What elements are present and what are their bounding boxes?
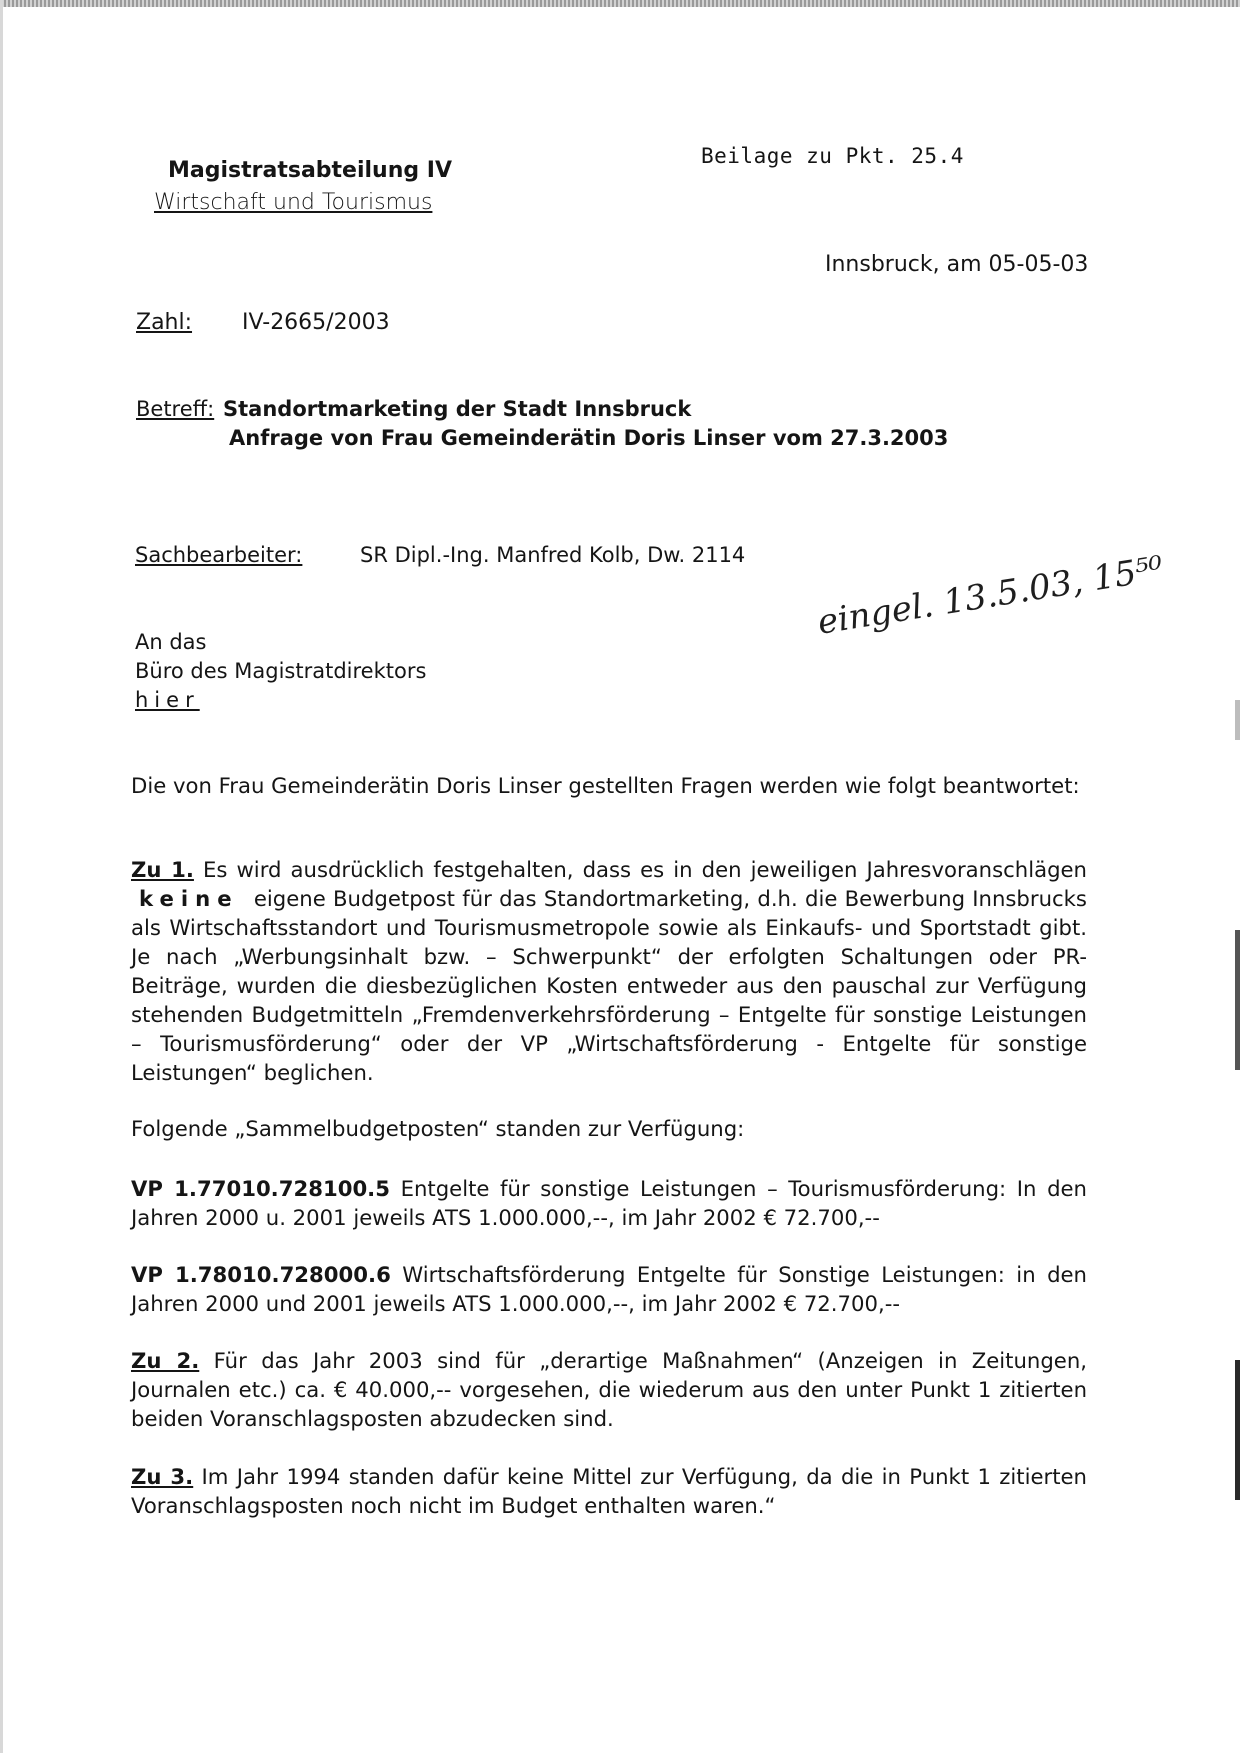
scan-border-top [0, 0, 1240, 7]
scan-border-left [0, 0, 3, 1753]
budget-item-2-text: Wirtschaftsförderung Entgelte für Sonstige Leistungen: in den Jahren 2000 und 2001 jeweils ATS 1.000.000,--, im Jahr 2002 € 72.700,-- [131, 1262, 1087, 1316]
budget-item-1 [131, 1174, 1087, 1232]
department-subtitle: Wirtschaft und Tourismus [154, 190, 433, 215]
budget-item-2-label: VP 1.78010.728000.6 [131, 1262, 391, 1287]
reference-number: IV-2665/2003 [242, 310, 390, 335]
intro-paragraph: Die von Frau Gemeinderätin Doris Linser gestellten Fragen werden wie folgt beantwortet: [131, 773, 1080, 798]
answer-2-paragraph [131, 1346, 1087, 1433]
answer-2-text: Für das Jahr 2003 sind für „derartige Maßnahmen“ (Anzeigen in Zeitungen, Journalen etc.) ca. € 40.000,-- vorgesehen, die wiederum aus den unter Punkt 1 zitierten beiden Voranschlagsposten abzudecken sind. [131, 1348, 1087, 1431]
attachment-note: Beilage zu Pkt. 25.4 [701, 144, 964, 168]
scan-edge-mark [1235, 700, 1240, 740]
scan-edge-mark [1235, 930, 1240, 1070]
answer-3-paragraph [131, 1462, 1087, 1520]
subject-line-2: Anfrage von Frau Gemeinderätin Doris Linser vom 27.3.2003 [229, 426, 949, 450]
clerk-name: SR Dipl.-Ing. Manfred Kolb, Dw. 2114 [360, 543, 746, 567]
budget-items-intro: Folgende „Sammelbudgetposten“ standen zur Verfügung: [131, 1116, 745, 1141]
answer-1-label: Zu 1. [131, 857, 194, 882]
answer-3-label: Zu 3. [131, 1464, 194, 1489]
clerk-label: Sachbearbeiter: [135, 543, 303, 567]
reference-label: Zahl: [136, 310, 193, 335]
budget-item-1-text: Entgelte für sonstige Leistungen – Tourismusförderung: In den Jahren 2000 u. 2001 jeweils ATS 1.000.000,--, im Jahr 2002 € 72.700,-- [131, 1176, 1087, 1230]
answer-1-text-a: Es wird ausdrücklich festgehalten, dass es in den jeweiligen Jahresvoranschlägen [203, 857, 1087, 882]
handwritten-receipt-note: eingel. 13.5.03, 15⁵⁰ [814, 548, 1167, 643]
answer-1-text-b: eigene Budgetpost für das Standortmarketing, d.h. die Bewerbung Innsbrucks als Wirtschaftsstandort und Tourismusmetropole sowie als Einkaufs- und Sportstadt gibt. Je nach „Werbungsinhalt bzw. – Schwerpunkt“ der erfolgten Schaltungen oder PR-Beiträge, wurden die diesbezüglichen Kosten entweder aus den pauschal zur Verfügung stehenden Budgetmitteln „Fremdenverkehrsförderung – Entgelte für sonstige Leistungen – Tourismusförderung“ oder der VP „Wirtschaftsförderung - Entgelte für sonstige Leistungen“ beglichen. [131, 886, 1087, 1085]
answer-1-paragraph [131, 855, 1087, 1087]
answer-2-label: Zu 2. [131, 1348, 200, 1373]
scan-edge-mark [1235, 1360, 1240, 1500]
recipient-line-2: Büro des Magistratdirektors [135, 659, 427, 683]
recipient-line-3: hier [135, 688, 200, 712]
place-date: Innsbruck, am 05-05-03 [825, 252, 1089, 277]
answer-3-text: Im Jahr 1994 standen dafür keine Mittel zur Verfügung, da die in Punkt 1 zitierten Voranschlagsposten noch nicht im Budget enthalten waren.“ [131, 1464, 1087, 1518]
subject-label: Betreff: [136, 397, 215, 421]
budget-item-1-label: VP 1.77010.728100.5 [131, 1176, 390, 1201]
answer-1-emphasis: keine [139, 886, 239, 911]
department-title: Magistratsabteilung IV [168, 158, 453, 183]
subject-line-1: Standortmarketing der Stadt Innsbruck [223, 397, 692, 421]
recipient-line-1: An das [135, 630, 207, 654]
budget-item-2 [131, 1260, 1087, 1318]
